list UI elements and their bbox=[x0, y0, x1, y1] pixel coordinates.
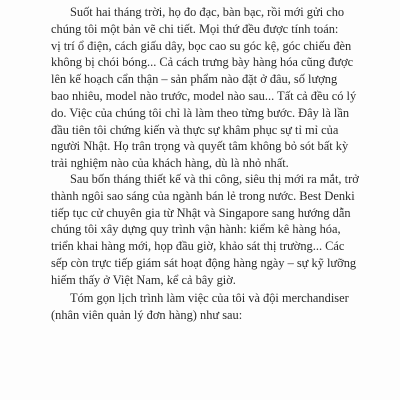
text-line: sếp còn trực tiếp giám sát hoạt động hàng ngày – sự kỹ lưỡng bbox=[51, 255, 357, 270]
text-line: đầu tiên tôi chứng kiến và thực sự khâm phục sự tỉ mỉ của bbox=[51, 122, 339, 137]
text-line: lên kế hoạch cẩn thận – sản phẩm nào đặt ở đâu, số lượng bbox=[51, 72, 338, 87]
text-line: chúng tôi xây dựng quy trình vận hành: kiểm kê hàng hóa, bbox=[51, 222, 341, 237]
paragraph-2 bbox=[51, 171, 359, 289]
text-line: tiếp tục cử chuyên gia từ Nhật và Singapore sang hướng dẫn bbox=[51, 205, 351, 220]
text-line: trải nghiệm nào của khách hàng, dù là nhỏ nhất. bbox=[51, 156, 289, 171]
text-line: Sau bốn tháng thiết kế và thi công, siêu thị mới ra mắt, trở bbox=[70, 172, 359, 186]
text-line: vị trí ổ điện, cách giấu dây, bọc cao su góc kệ, góc chiếu đèn bbox=[51, 38, 352, 53]
text-line: người Nhật. Họ trân trọng và quyết tâm không bỏ sót bất kỳ bbox=[51, 139, 349, 154]
text-line: (nhân viên quản lý đơn hàng) như sau: bbox=[51, 307, 243, 322]
paragraph-3 bbox=[51, 290, 349, 324]
text-line: triển khai hàng mới, họp đầu giờ, khảo sát thị trường... Các bbox=[51, 239, 345, 254]
text-line: Suốt hai tháng trời, họ đo đạc, bàn bạc, rồi mới gửi cho bbox=[70, 5, 345, 19]
paragraph-1 bbox=[51, 4, 356, 172]
text-line: không bị chói bóng... Cả cách trưng bày hàng hóa cũng được bbox=[51, 55, 354, 70]
text-line: hiếm thấy ở Việt Nam, kể cả bây giờ. bbox=[51, 272, 236, 287]
text-line: thành ngôi sao sáng của ngành bán lẻ trong nước. Best Denki bbox=[51, 188, 355, 203]
text-line: do. Việc của chúng tôi chỉ là làm theo từng bước. Đây là lần bbox=[51, 105, 350, 120]
text-line: bao nhiêu, model nào trước, model nào sau... Tất cả đều có lý bbox=[51, 88, 357, 103]
text-line: chúng tôi một bản vẽ chi tiết. Mọi thứ đều được tính toán: bbox=[51, 21, 339, 36]
text-line: Tóm gọn lịch trình làm việc của tôi và đội merchandiser bbox=[70, 291, 349, 305]
